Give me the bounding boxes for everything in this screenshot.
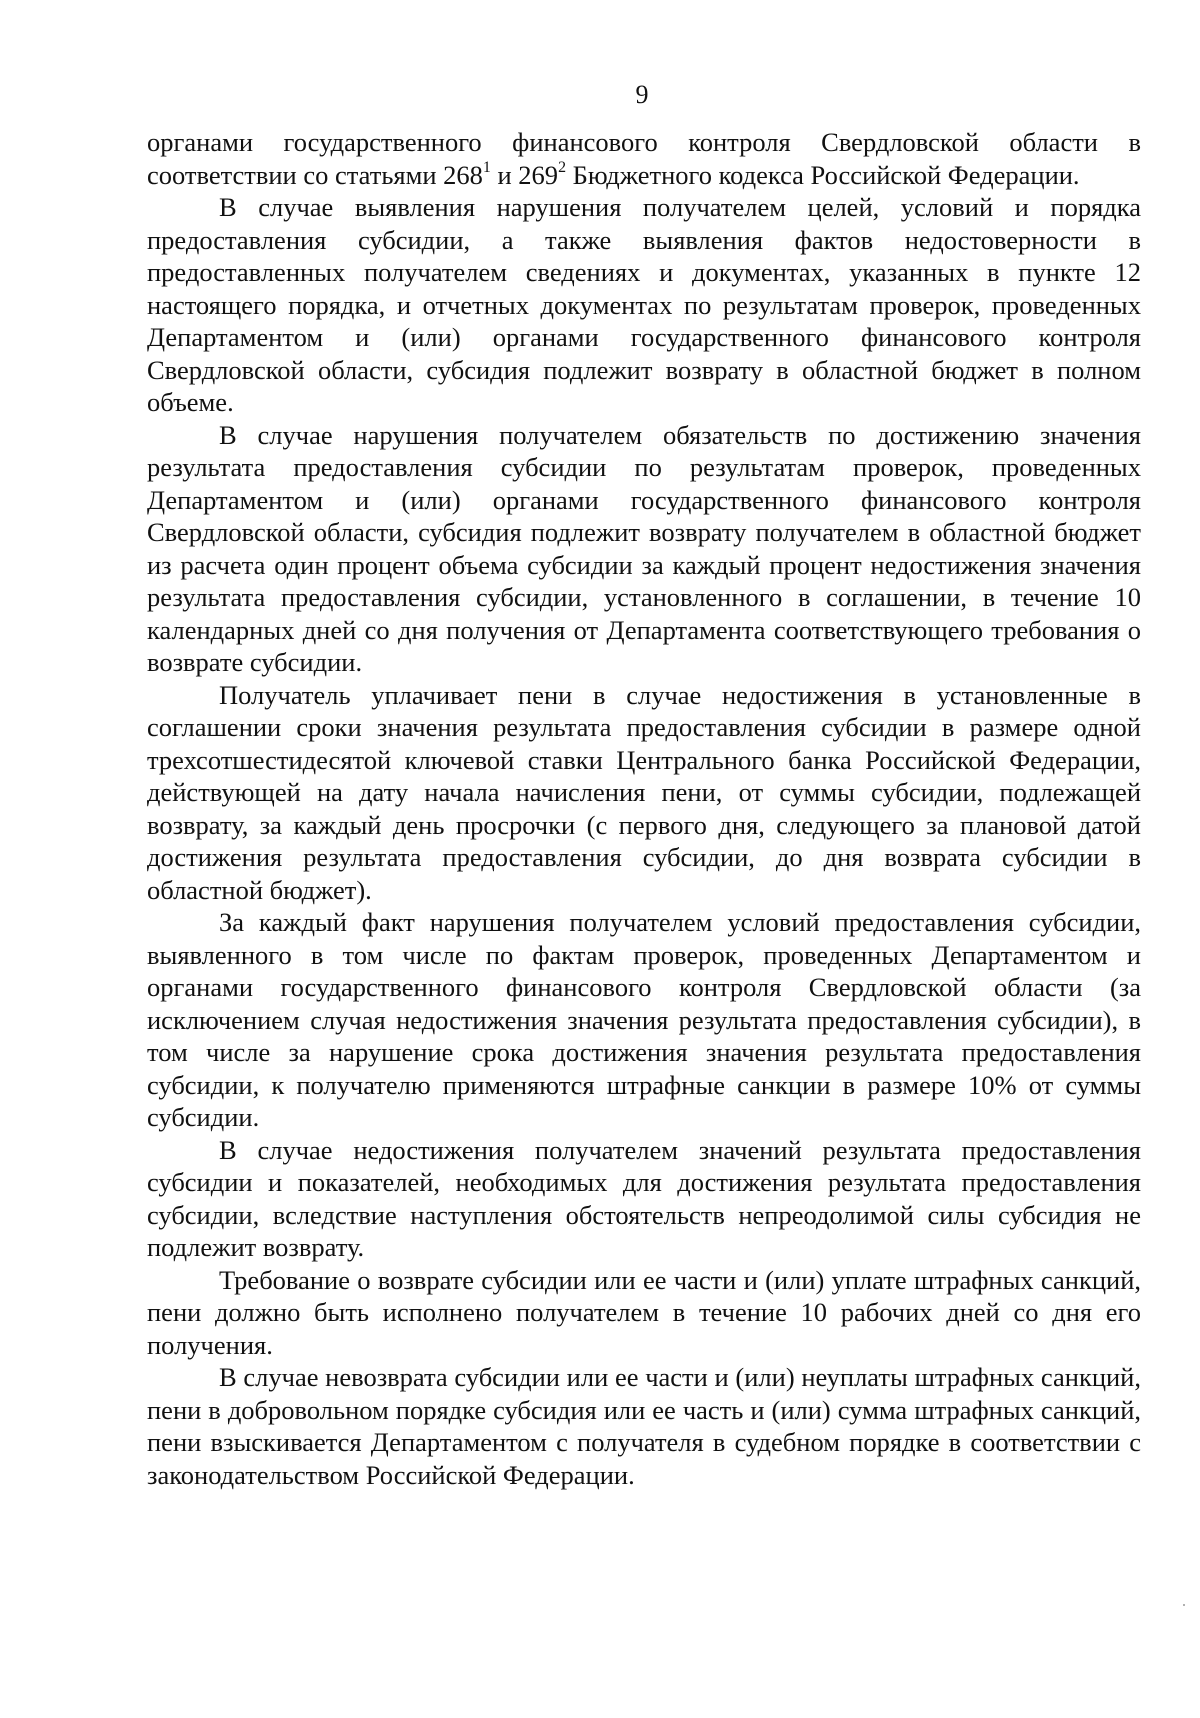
scan-speck <box>1183 1604 1185 1606</box>
paragraph-force-majeure: В случае недостижения получателем значений результата предоставления субсидии и показателей, необходимых для достижения результата предоставления субсидии, вследствие наступления обстоятельств непреодолимой силы субсидия не подлежит возврату. <box>147 1134 1141 1262</box>
paragraph-fine-sanctions: За каждый факт нарушения получателем условий предоставления субсидии, выявленного в том числе по фактам проверок, проведенных Департаментом и органами государственного финансового контроля Свердловской области (за исключением случая недостижения значения результата предоставления субсидии), в том числе за нарушение срока достижения значения результата предоставления субсидии, к получателю применяются штрафные санкции в размере 10% от суммы субсидии. <box>147 907 1141 1132</box>
paragraph-text: органами государственного финансового контроля Свердловской области в соответствии со статьями 268 <box>147 127 1141 190</box>
superscript-article-1: 1 <box>482 158 491 176</box>
paragraph-penalty-interest: Получатель уплачивает пени в случае недостижения в установленные в соглашении сроки значения результата предоставления субсидии в размере одной трехсотшестидесятой ключевой ставки Центрального банка Российской Федерации, действующей на дату начала начисления пени, от суммы субсидии, подлежащей возврату, за каждый день просрочки (с первого дня, следующего за плановой датой достижения результата предоставления субсидии, до дня возврата субсидии в областной бюджет). <box>147 679 1141 905</box>
paragraph-text: и 269 <box>490 159 559 190</box>
paragraph-result-not-achieved: В случае нарушения получателем обязательств по достижению значения результата предоставления субсидии по результатам проверок, проведенных Департаментом и (или) органами государственного финансового контроля Свердловской области, субсидия подлежит возврату получателем в областной бюджет из расчета один процент объема субсидии за каждый процент недостижения значения результата предоставления субсидии, установленного в соглашении, в течение 10 календарных дней со дня получения от Департамента соответствующего требования о возврате субсидии. <box>147 419 1141 677</box>
superscript-article-2: 2 <box>558 158 567 176</box>
document-body <box>147 126 1141 1491</box>
paragraph-violation-return: В случае выявления нарушения получателем целей, условий и порядка предоставления субсидии, а также выявления фактов недостоверности в предоставленных получателем сведениях и документах, указанных в пункте 12 настоящего порядка, и отчетных документах по результатам проверок, проведенных Департаментом и (или) органами государственного финансового контроля Свердловской области, субсидия подлежит возврату в областной бюджет в полном объеме. <box>147 192 1141 417</box>
page-number: 9 <box>635 80 649 109</box>
paragraph-court-recovery: В случае невозврата субсидии или ее части и (или) неуплаты штрафных санкций, пени в добровольном порядке субсидия или ее часть и (или) сумма штрафных санкций, пени взыскивается Департаментом с получателя в судебном порядке в соответствии с законодательством Российской Федерации. <box>147 1362 1141 1490</box>
paragraph-text: Бюджетного кодекса Российской Федерации. <box>566 159 1080 190</box>
paragraph-continuation <box>147 126 1141 191</box>
paragraph-return-deadline: Требование о возврате субсидии или ее части и (или) уплате штрафных санкций, пени должно быть исполнено получателем в течение 10 рабочих дней со дня его получения. <box>147 1264 1141 1360</box>
